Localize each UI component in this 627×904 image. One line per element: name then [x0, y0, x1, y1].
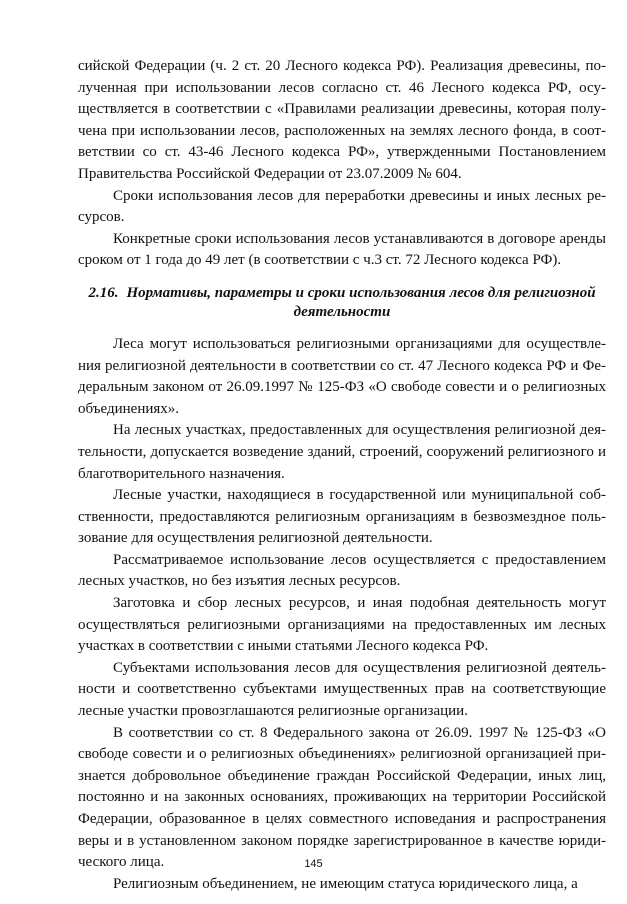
- section-number: 2.16.: [88, 284, 119, 301]
- section-title: Нормативы, параметры и сроки использования лесов для религиозной деятельности: [126, 284, 596, 320]
- paragraph: Леса могут использоваться религиозными организациями для осуществления религиозной деятельности в соответствии со ст. 47 Лесного кодекса РФ и Федеральным законом от 26.09.1997 № 125-ФЗ «О свободе совести и о религиозных объединениях».: [78, 335, 606, 417]
- paragraph: Заготовка и сбор лесных ресурсов, и иная подобная деятельность могут осуществляться религиозными организациями на предоставленных им лесных участках в соответствии с иными статьями Лесного кодекса РФ.: [78, 595, 606, 655]
- paragraph: В соответствии со ст. 8 Федерального закона от 26.09. 1997 № 125-ФЗ «О свободе совести и о религиозных объединениях» религиозной организацией признается добровольное объединение граждан Российской Федерации, иных лиц, постоянно и на законных основаниях, проживающих на территории Российской Федерации, образованное в целях совместного исповедания и распространения веры и в установленном законом порядке зарегистрированное в качестве юридического лица.: [78, 724, 606, 871]
- paragraph: На лесных участках, предоставленных для осуществления религиозной деятельности, допускается возведение зданий, строений, сооружений религиозного и благотворительного назначения.: [78, 422, 606, 482]
- paragraph-usage-terms: Сроки использования лесов для переработки древесины и иных лесных ресурсов.: [78, 187, 606, 226]
- paragraph: Субъектами использования лесов для осуществления религиозной деятельности и соответственно субъектами имущественных прав на соответствующие лесные участки провозглашаются религиозные организации.: [78, 659, 606, 720]
- section-heading: [78, 284, 606, 322]
- page-number: 145: [304, 858, 323, 870]
- document-page: [78, 56, 606, 895]
- paragraph: Лесные участки, находящиеся в государственной или муниципальной собственности, предоставляются религиозным организациям в безвозмездное пользование для осуществления религиозной деятельности.: [78, 487, 606, 547]
- paragraph-continuation: сийской Федерации (ч. 2 ст. 20 Лесного кодекса РФ). Реализация древесины, полученная при использовании лесов согласно ст. 46 Лесного кодекса РФ, осуществляется в соответствии с «Правилами реализации древесины, которая получена при использовании лесов, расположенных на землях лесного фонда, в соответствии со ст. 43-46 Лесного кодекса РФ», утвержденными Постановлением Правительства Российской Федерации от 23.07.2009 № 604.: [78, 58, 606, 182]
- paragraph-lease-terms: Конкретные сроки использования лесов устанавливаются в договоре аренды сроком от 1 года до 49 лет (в соответствии с ч.3 ст. 72 Лесного кодекса РФ).: [78, 230, 606, 269]
- paragraph: Религиозным объединением, не имеющим статуса юридического лица, а: [113, 875, 578, 892]
- paragraph: Рассматриваемое использование лесов осуществляется с предоставлением лесных участков, но без изъятия лесных ресурсов.: [78, 551, 606, 590]
